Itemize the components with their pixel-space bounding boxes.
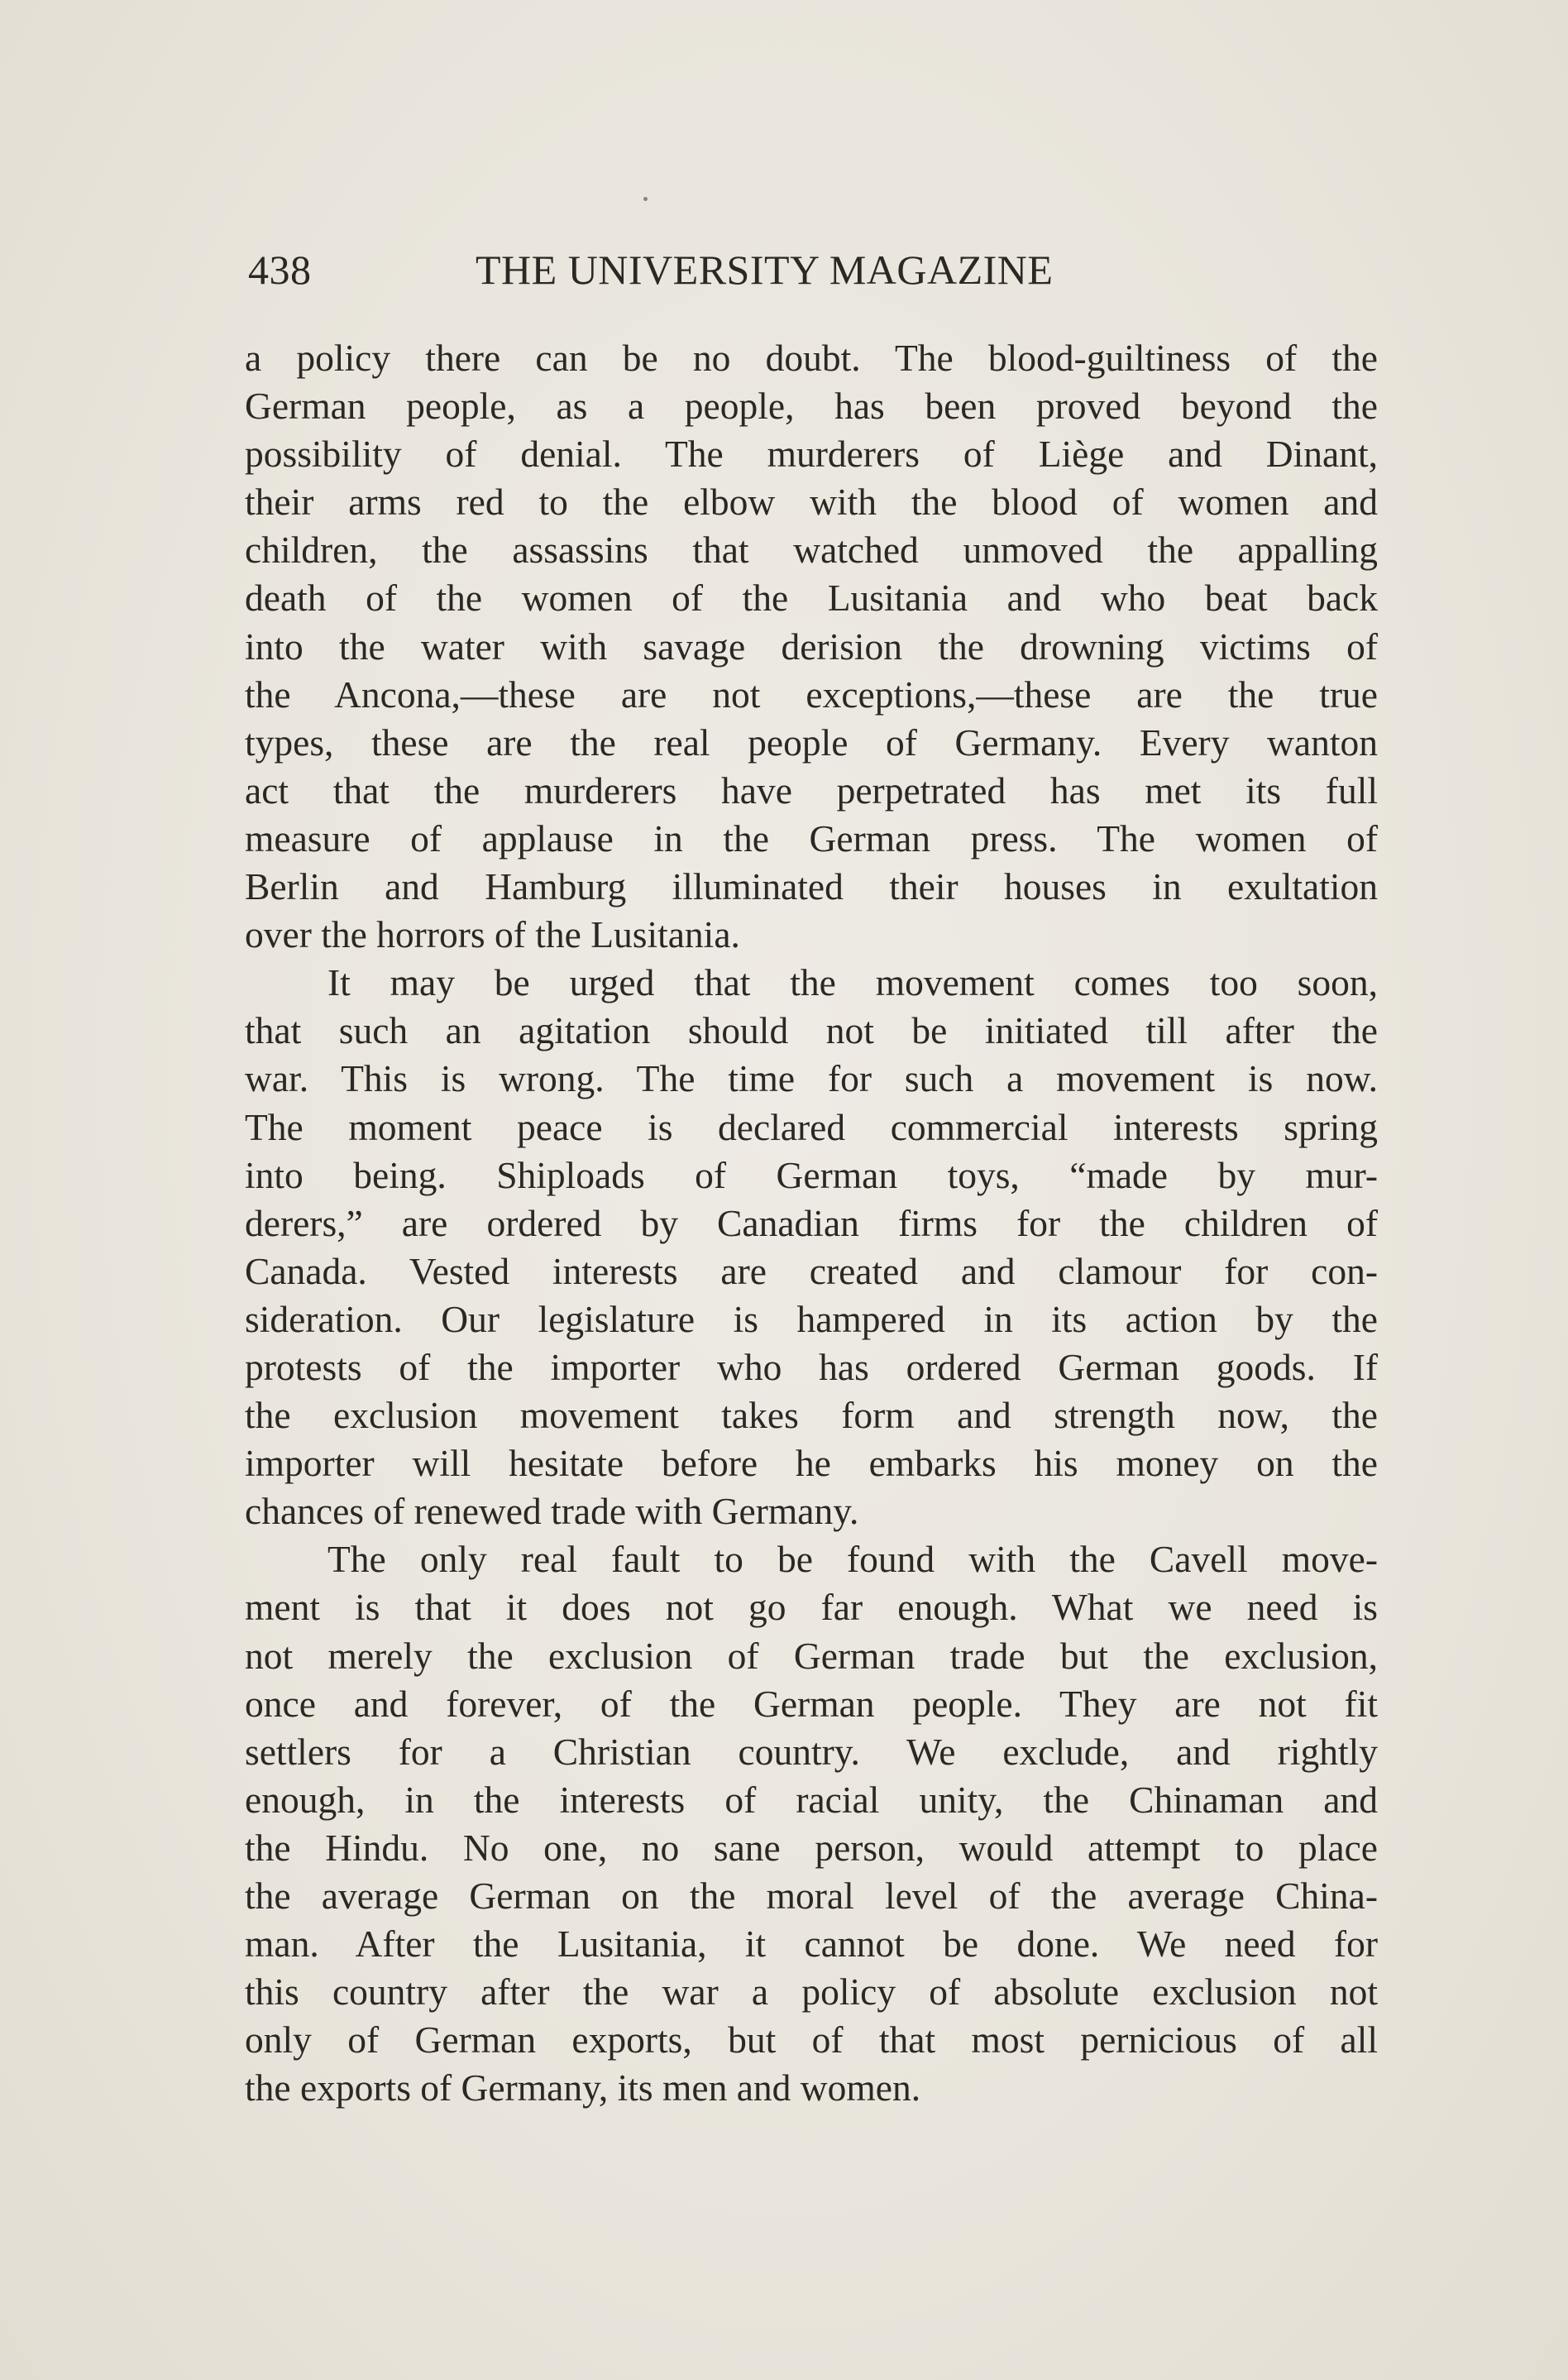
page-number: 438 [248, 247, 312, 293]
text-line: the exclusion movement takes form and strength now, the [245, 1394, 1378, 1437]
paragraph-end-line: the exports of Germany, its men and women. [245, 2066, 921, 2109]
ink-speck [643, 197, 648, 201]
text-line: importer will hesitate before he embarks his money on the [245, 1442, 1378, 1485]
text-line: into being. Shiploads of German toys, “made by mur- [245, 1153, 1378, 1196]
text-line: once and forever, of the German people. They are not fit [245, 1682, 1378, 1725]
text-line: that such an agitation should not be initiated till after the [245, 1009, 1378, 1052]
paragraph-end-line: chances of renewed trade with Germany. [245, 1490, 859, 1533]
text-line: a policy there can be no doubt. The blood-guiltiness of the [245, 337, 1378, 379]
text-line: death of the women of the Lusitania and who beat back [245, 577, 1378, 620]
text-line: not merely the exclusion of German trade but the exclusion, [245, 1634, 1378, 1677]
text-line: this country after the war a policy of absolute exclusion not [245, 1971, 1378, 2014]
text-line: war. This is wrong. The time for such a movement is now. [245, 1057, 1378, 1100]
running-head: THE UNIVERSITY MAGAZINE [476, 247, 1054, 293]
body-text [245, 334, 1378, 2112]
text-line: the Ancona,—these are not exceptions,—these are the true [245, 673, 1378, 716]
text-line: into the water with savage derision the drowning victims of [245, 625, 1378, 668]
text-line: children, the assassins that watched unmoved the appalling [245, 529, 1378, 572]
text-line: The moment peace is declared commercial interests spring [245, 1105, 1378, 1148]
text-line: protests of the importer who has ordered German goods. If [245, 1345, 1378, 1388]
text-line: only of German exports, but of that most pernicious of all [245, 2018, 1378, 2062]
text-line: the average German on the moral level of the average China- [245, 1875, 1378, 1917]
text-line: derers,” are ordered by Canadian firms for the children of [245, 1201, 1378, 1244]
text-line: their arms red to the elbow with the blood of women and [245, 481, 1378, 524]
text-line: sideration. Our legislature is hampered in its action by the [245, 1297, 1378, 1340]
text-line: man. After the Lusitania, it cannot be done. We need for [245, 1923, 1378, 1966]
paragraph-end-line: over the horrors of the Lusitania. [245, 913, 740, 956]
text-line: enough, in the interests of racial unity, the Chinaman and [245, 1778, 1378, 1821]
paragraph-start-line: It may be urged that the movement comes too soon, [327, 961, 1378, 1004]
paragraph-start-line: The only real fault to be found with the Cavell move- [327, 1538, 1378, 1581]
text-line: the Hindu. No one, no sane person, would attempt to place [245, 1826, 1378, 1869]
text-line: types, these are the real people of Germany. Every wanton [245, 721, 1378, 764]
text-line: Berlin and Hamburg illuminated their houses in exultation [245, 865, 1378, 908]
text-line: German people, as a people, has been proved beyond the [245, 385, 1378, 428]
text-line: ment is that it does not go far enough. What we need is [245, 1586, 1378, 1629]
text-line: act that the murderers have perpetrated has met its full [245, 769, 1378, 812]
text-line: Canada. Vested interests are created and clamour for con- [245, 1249, 1378, 1292]
text-line: measure of applause in the German press. The women of [245, 816, 1378, 860]
text-line: possibility of denial. The murderers of Liège and Dinant, [245, 433, 1378, 476]
page-header [248, 245, 1150, 295]
text-line: settlers for a Christian country. We exclude, and rightly [245, 1730, 1378, 1773]
